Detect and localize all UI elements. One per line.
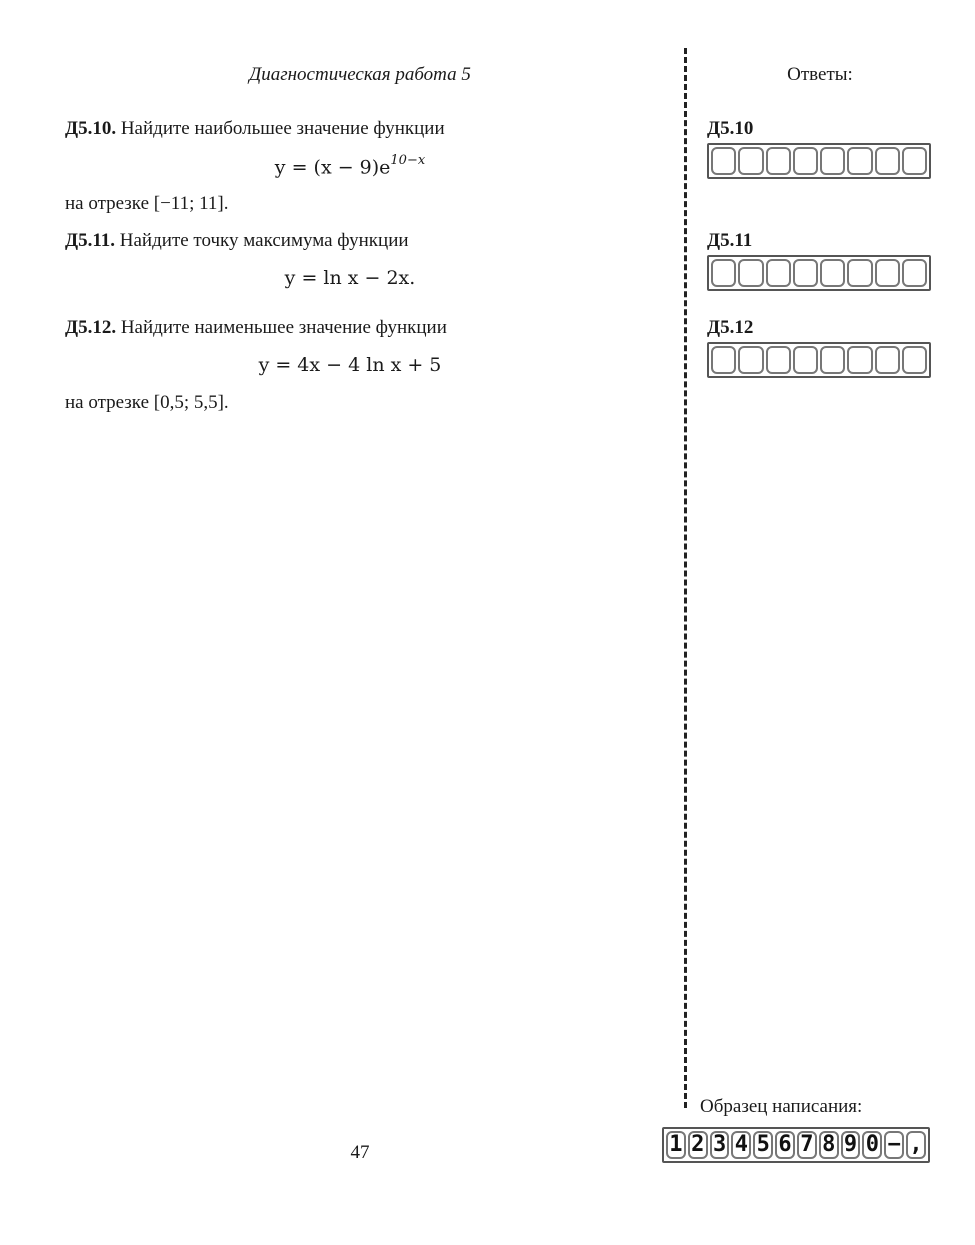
problem-5-11-number: Д5.11.	[65, 230, 116, 251]
problem-5-12-number: Д5.12.	[65, 317, 117, 338]
answer-cell[interactable]	[738, 147, 763, 175]
answer-cell[interactable]	[820, 147, 845, 175]
problem-5-10-text: Найдите наибольшее значение функции	[116, 118, 445, 139]
sample-char: −	[884, 1131, 904, 1159]
problem-5-12-interval: на отрезке [0,5; 5,5].	[65, 392, 229, 413]
sample-char: 6	[775, 1131, 795, 1159]
problem-5-12-text: Найдите наименьшее значение функции	[116, 317, 447, 338]
answer-cell[interactable]	[847, 147, 872, 175]
answer-cell[interactable]	[711, 346, 736, 374]
problem-5-12-statement	[65, 317, 447, 339]
answer-cell[interactable]	[820, 346, 845, 374]
answer-cell[interactable]	[875, 346, 900, 374]
answers-heading: Ответы:	[787, 64, 853, 85]
answer-label-5-11: Д5.11	[707, 230, 753, 251]
answer-cell[interactable]	[711, 147, 736, 175]
answer-cell[interactable]	[738, 259, 763, 287]
answer-cell[interactable]	[847, 259, 872, 287]
answer-cell[interactable]	[793, 346, 818, 374]
problem-5-10-number: Д5.10.	[65, 118, 117, 139]
answer-field-5-12[interactable]	[707, 342, 931, 378]
problem-5-10-interval: на отрезке [−11; 11].	[65, 193, 229, 214]
formula-5-12-main: y = 4x − 4 ln x + 5	[258, 354, 442, 376]
answer-cell[interactable]	[902, 346, 927, 374]
answer-cell[interactable]	[738, 346, 763, 374]
answer-cell[interactable]	[793, 147, 818, 175]
answer-cell[interactable]	[766, 147, 791, 175]
sample-char: 4	[731, 1131, 751, 1159]
answer-field-5-11[interactable]	[707, 255, 931, 291]
formula-5-10-main: y = (x − 9)e	[274, 156, 391, 179]
answer-cell[interactable]	[766, 259, 791, 287]
problem-5-12-formula	[65, 354, 635, 376]
answer-cell[interactable]	[875, 147, 900, 175]
writing-sample-box	[662, 1127, 930, 1163]
sample-char: 1	[666, 1131, 686, 1159]
answer-cell[interactable]	[793, 259, 818, 287]
page-number: 47	[350, 1142, 370, 1163]
problem-5-10-formula	[65, 155, 635, 178]
sample-char: 2	[688, 1131, 708, 1159]
problem-5-11-statement	[65, 230, 409, 252]
sample-char: 3	[710, 1131, 730, 1159]
answer-cell[interactable]	[820, 259, 845, 287]
dashed-cut-line	[684, 48, 687, 1108]
answer-field-5-10[interactable]	[707, 143, 931, 179]
problem-5-11-formula	[65, 267, 635, 289]
work-title: Диагностическая работа 5	[249, 64, 471, 85]
sample-char: 0	[862, 1131, 882, 1159]
sample-char: 9	[841, 1131, 861, 1159]
answer-label-5-10: Д5.10	[707, 118, 754, 139]
formula-5-10-exponent: 10−x	[390, 153, 426, 168]
answer-cell[interactable]	[875, 259, 900, 287]
answer-cell[interactable]	[902, 147, 927, 175]
problem-5-10-statement	[65, 118, 445, 140]
answer-cell[interactable]	[847, 346, 872, 374]
formula-5-11-main: y = ln x − 2x.	[284, 267, 416, 289]
sample-char: 8	[819, 1131, 839, 1159]
problem-5-11-text: Найдите точку максимума функции	[115, 230, 409, 251]
answer-cell[interactable]	[711, 259, 736, 287]
writing-sample-label: Образец написания:	[700, 1096, 863, 1117]
answer-cell[interactable]	[766, 346, 791, 374]
answer-cell[interactable]	[902, 259, 927, 287]
answer-label-5-12: Д5.12	[707, 317, 754, 338]
sample-char: 5	[753, 1131, 773, 1159]
sample-char: ,	[906, 1131, 926, 1159]
sample-char: 7	[797, 1131, 817, 1159]
